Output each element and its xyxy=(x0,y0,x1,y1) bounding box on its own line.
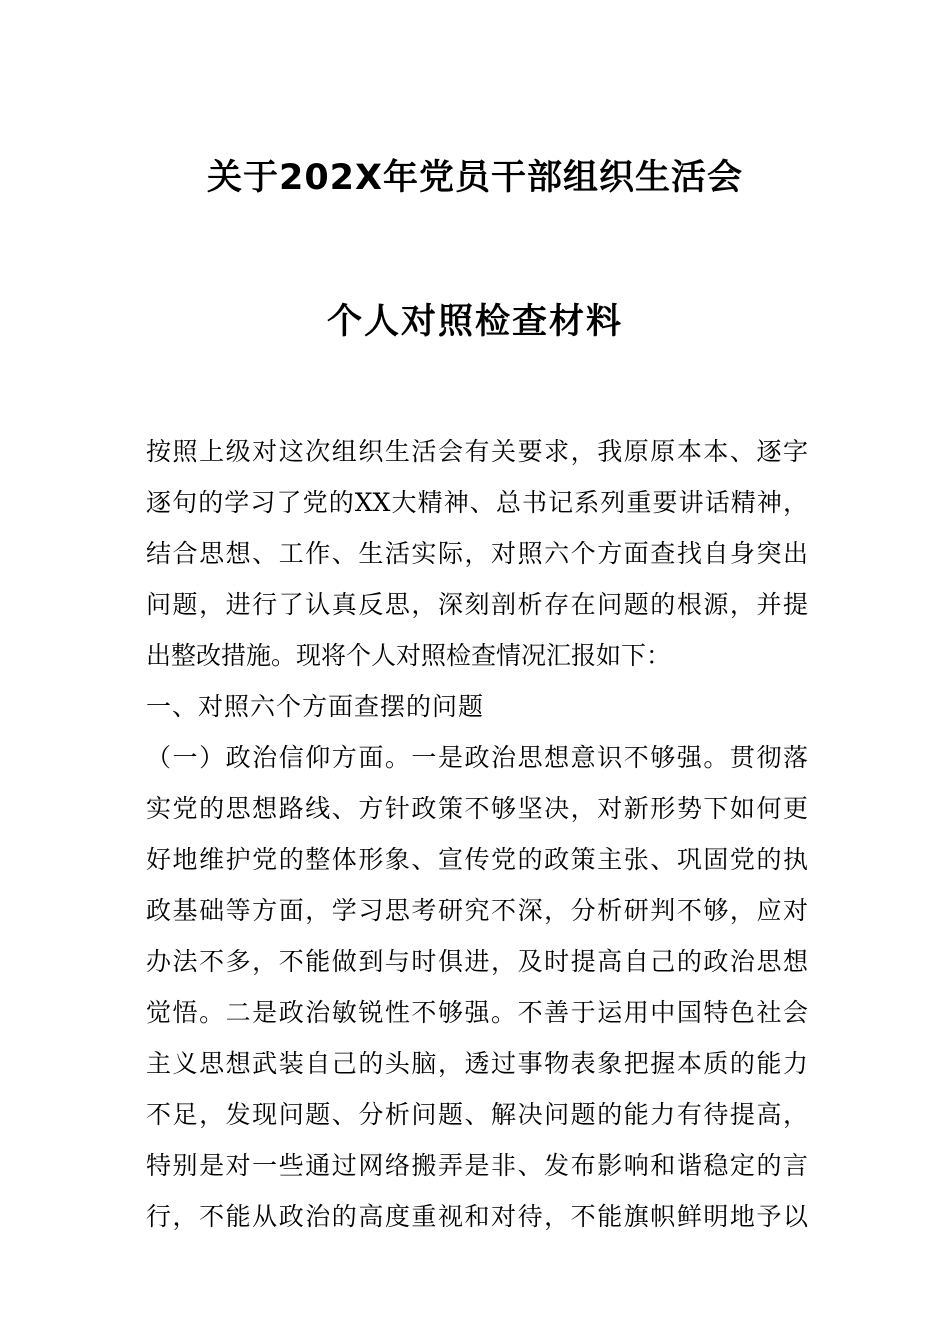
paragraph-1-line: 逐句的学习了党的XX大精神、总书记系列重要讲话精神， xyxy=(146,488,808,517)
paragraph-1-line: 问题，进行了认真反思，深刻剖析存在问题的根源，并提 xyxy=(146,590,808,619)
paragraph-2-line: 好地维护党的整体形象、宣传党的政策主张、巩固党的执 xyxy=(146,845,808,874)
paragraph-2-line: 办法不多，不能做到与时俱进，及时提高自己的政治思想 xyxy=(146,947,808,976)
document-title-line-1: 关于202X年党员干部组织生活会 xyxy=(206,158,744,198)
paragraph-1-line: 出整改措施。现将个人对照检查情况汇报如下： xyxy=(146,641,672,670)
paragraph-2-line: 觉悟。二是政治敏锐性不够强。不善于运用中国特色社会 xyxy=(146,998,808,1027)
paragraph-2-line: 不足，发现问题、分析问题、解决问题的能力有待提高， xyxy=(146,1100,808,1129)
section-1-heading: 一、对照六个方面查摆的问题 xyxy=(146,692,485,721)
paragraph-2-line: 特别是对一些通过网络搬弄是非、发布影响和谐稳定的言 xyxy=(146,1151,808,1180)
paragraph-2-line: 主义思想武装自己的头脑，透过事物表象把握本质的能力 xyxy=(146,1049,808,1078)
paragraph-2-line: 行，不能从政治的高度重视和对待，不能旗帜鲜明地予以 xyxy=(146,1202,808,1231)
document-title-line-2: 个人对照检查材料 xyxy=(326,302,623,342)
paragraph-2-line: （一）政治信仰方面。一是政治思想意识不够强。贯彻落 xyxy=(146,743,808,772)
document-body xyxy=(146,426,808,1242)
paragraph-2-line: 政基础等方面，学习思考研究不深，分析研判不够，应对 xyxy=(146,896,808,925)
paragraph-2-line: 实党的思想路线、方针政策不够坚决，对新形势下如何更 xyxy=(146,794,808,823)
paragraph-1-line: 结合思想、工作、生活实际，对照六个方面查找自身突出 xyxy=(146,539,808,568)
paragraph-1-line: 按照上级对这次组织生活会有关要求，我原原本本、逐字 xyxy=(146,437,808,466)
